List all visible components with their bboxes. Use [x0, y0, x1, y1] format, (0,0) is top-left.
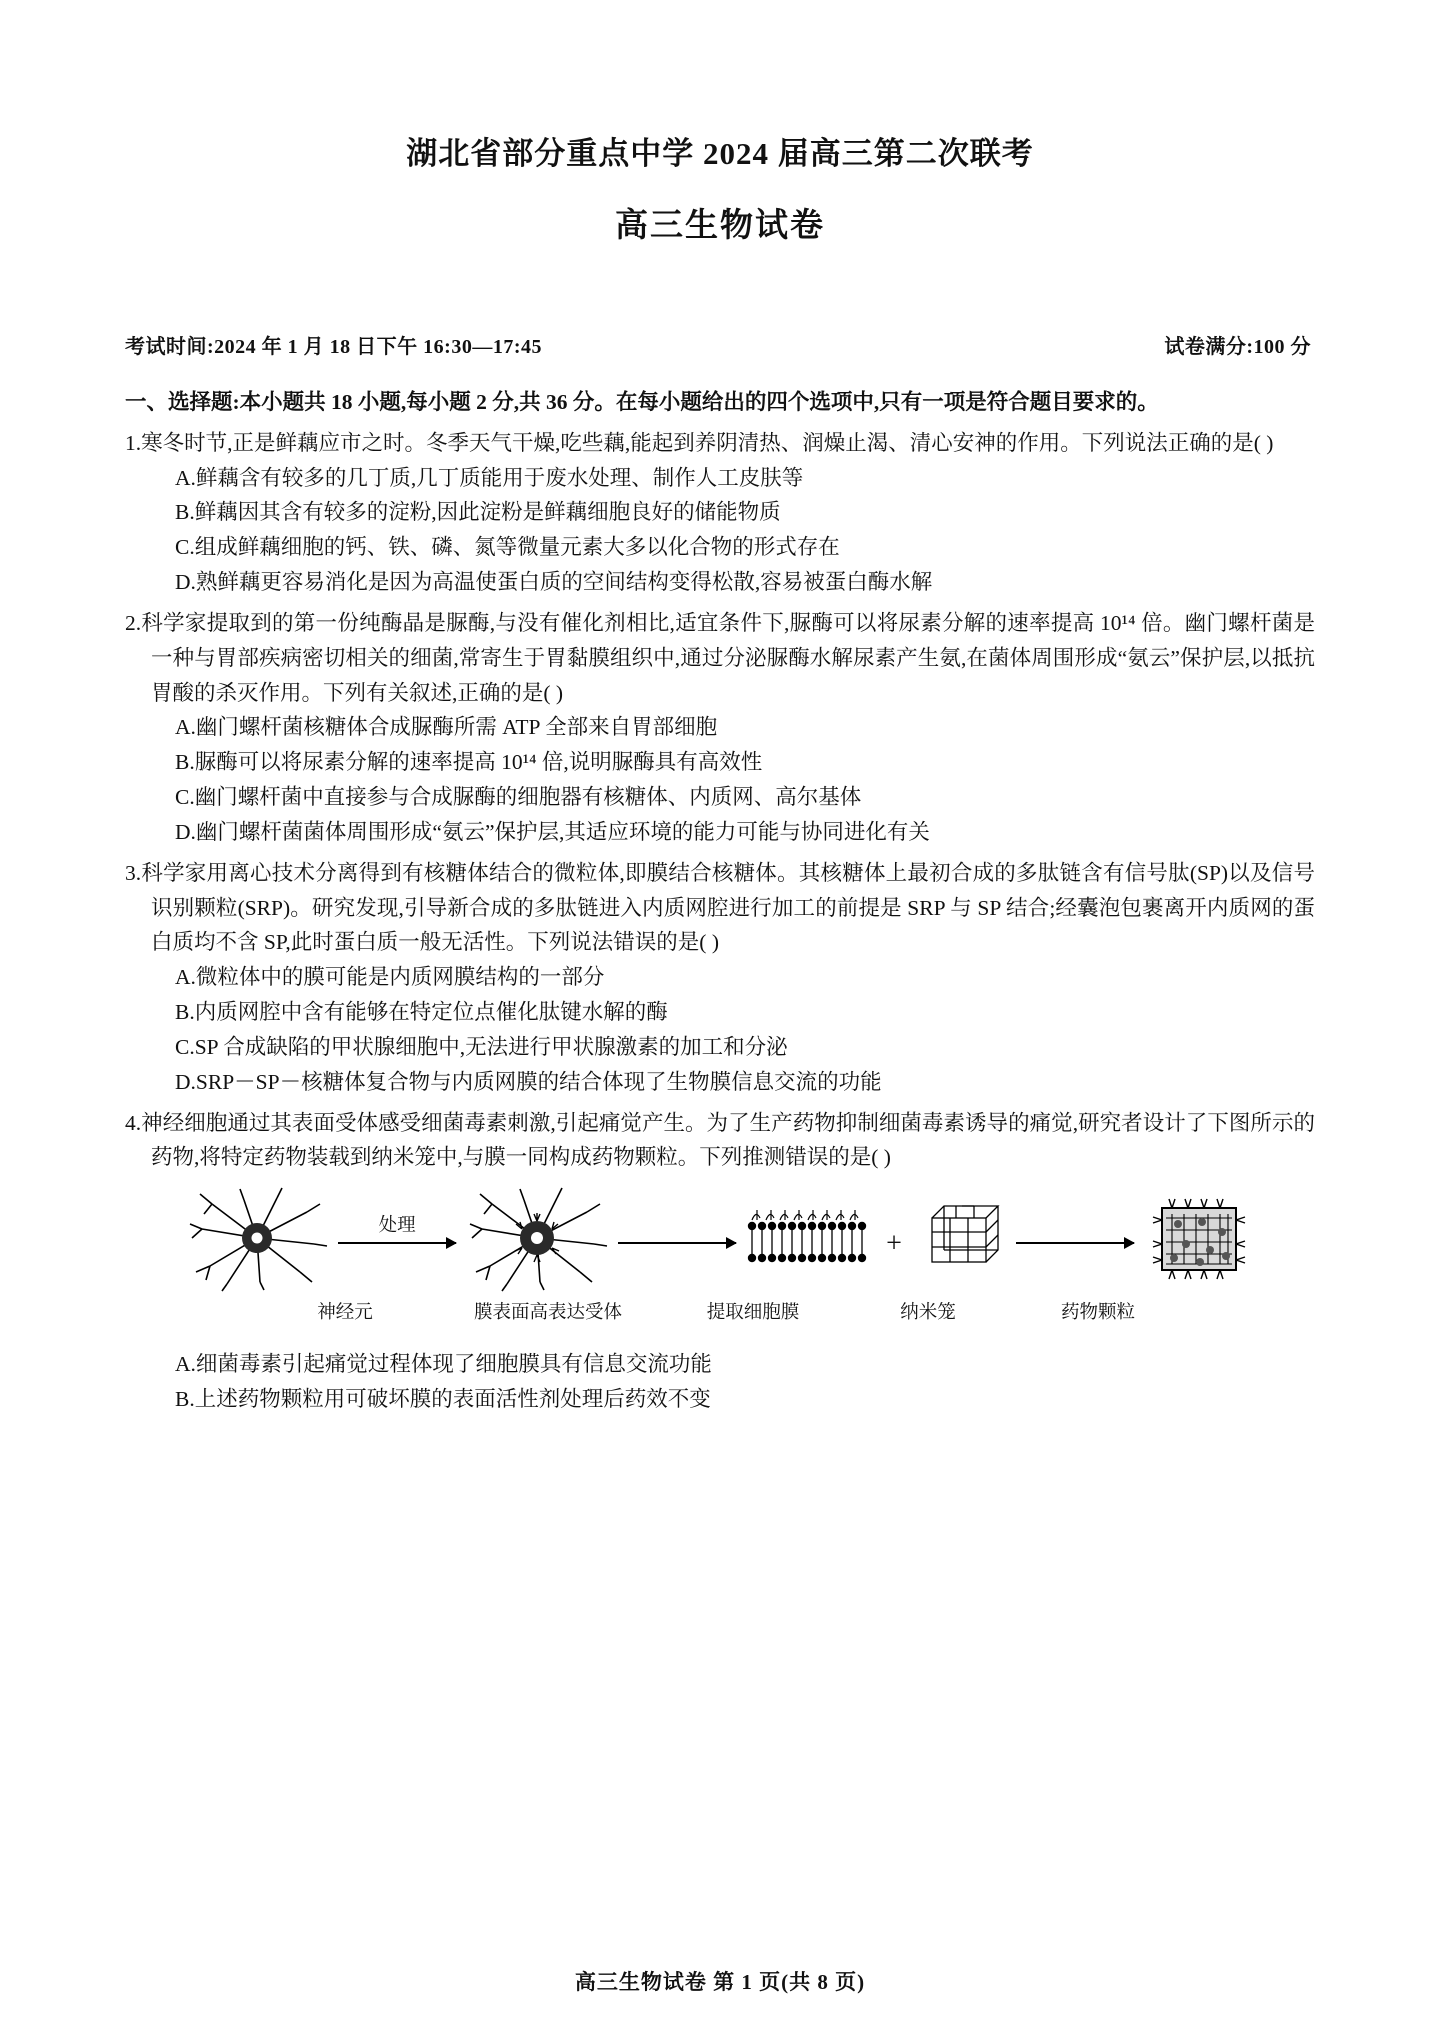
- figure-caption-drug-particle: 药物颗粒: [1060, 1303, 1135, 1324]
- question-4-option-b: B.上述药物颗粒用可破坏膜的表面活性剂处理后药效不变: [175, 1387, 711, 1412]
- figure-caption-membrane: 提取细胞膜: [706, 1303, 800, 1324]
- question-1-option-d: D.熟鲜藕更容易消化是因为高温使蛋白质的空间结构变得松散,容易被蛋白酶水解: [175, 570, 933, 595]
- page-title-paper: 高三生物试卷: [615, 208, 825, 244]
- receptor-neuron-icon: [462, 1184, 612, 1292]
- question-4-stem: [125, 1106, 1315, 1176]
- question-3-text: 科学家用离心技术分离得到有核糖体结合的微粒体,即膜结合核糖体。其核糖体上最初合成的多肽链含有信号肽(SP)以及信号识别颗粒(SRP)。研究发现,引导新合成的多肽链进入内质网腔进行加工的前提是 SRP 与 SP 结合;经囊泡包裹离开内质网的蛋白质均不含 SP,此时蛋白质一般无活性。下列说法错误的是( ): [141, 860, 1315, 955]
- figure-arrow-3: [1016, 1242, 1134, 1244]
- figure-caption-receptor: 膜表面高表达受体: [473, 1303, 622, 1324]
- question-1-option-c: C.组成鲜藕细胞的钙、铁、磷、氮等微量元素大多以化合物的形式存在: [175, 535, 840, 560]
- question-4: [125, 1106, 1315, 1417]
- question-2-option-d: D.幽门螺杆菌菌体周围形成“氨云”保护层,其适应环境的能力可能与协同进化有关: [175, 819, 930, 844]
- question-2-text: 科学家提取到的第一份纯酶晶是脲酶,与没有催化剂相比,适宜条件下,脲酶可以将尿素分解的速率提高 10¹⁴ 倍。幽门螺杆菌是一种与胃部疾病密切相关的细菌,常寄生于胃黏膜组织中,通过分泌脲酶水解尿素产生氨,在菌体周围形成“氨云”保护层,以抵抗胃酸的杀灭作用。下列有关叙述,正确的是( ): [141, 610, 1315, 705]
- figure-plus-sign: +: [886, 1227, 902, 1259]
- figure-membrane: [742, 1184, 874, 1303]
- question-1-option-a: A.鲜藕含有较多的几丁质,几丁质能用于废水处理、制作人工皮肤等: [175, 465, 804, 490]
- exam-meta: [125, 330, 1315, 359]
- figure-receptor-neuron: [462, 1184, 612, 1303]
- question-2-option-a: A.幽门螺杆菌核糖体合成脲酶所需 ATP 全部来自胃部细胞: [175, 715, 718, 740]
- question-2-option-c: C.幽门螺杆菌中直接参与合成脲酶的细胞器有核糖体、内质网、高尔基体: [175, 785, 862, 810]
- question-2-number: 2.: [125, 610, 142, 635]
- figure-caption-nanocage: 纳米笼: [900, 1303, 956, 1324]
- question-2-option-b: B.脲酶可以将尿素分解的速率提高 10¹⁴ 倍,说明脲酶具有高效性: [175, 750, 763, 775]
- question-1: [125, 426, 1315, 600]
- question-2: [125, 606, 1315, 850]
- exam-total-score: 试卷满分:100 分: [1164, 336, 1311, 358]
- figure-caption-neuron: 神经元: [317, 1303, 373, 1324]
- question-1-number: 1.: [125, 430, 142, 455]
- figure-drug-particle: [1140, 1184, 1258, 1303]
- question-3-option-b: B.内质网腔中含有能够在特定位点催化肽键水解的酶: [175, 1000, 668, 1025]
- question-3-number: 3.: [125, 860, 142, 885]
- question-1-text: 寒冬时节,正是鲜藕应市之时。冬季天气干燥,吃些藕,能起到养阴清热、润燥止渴、清心安神的作用。下列说法正确的是( ): [141, 430, 1274, 455]
- question-2-stem: [125, 606, 1315, 710]
- figure-arrow-1: [338, 1216, 456, 1244]
- page-footer: 高三生物试卷 第 1 页(共 8 页): [574, 1970, 866, 1994]
- question-3-stem: [125, 856, 1315, 960]
- question-3: [125, 856, 1315, 1100]
- cell-membrane-icon: [742, 1184, 874, 1292]
- question-3-option-a: A.微粒体中的膜可能是内质网膜结构的一部分: [175, 965, 605, 990]
- question-4-figure: [125, 1189, 1315, 1339]
- figure-captions: [125, 1299, 1315, 1329]
- figure-arrow-2: [618, 1242, 736, 1244]
- question-3-option-d: D.SRP－SP－核糖体复合物与内质网膜的结合体现了生物膜信息交流的功能: [175, 1069, 882, 1094]
- figure-neuron: [182, 1184, 332, 1303]
- question-3-option-c: C.SP 合成缺陷的甲状腺细胞中,无法进行甲状腺激素的加工和分泌: [175, 1034, 788, 1059]
- figure-arrow-label: 处理: [378, 1216, 416, 1237]
- question-1-option-b: B.鲜藕因其含有较多的淀粉,因此淀粉是鲜藕细胞良好的储能物质: [175, 500, 781, 525]
- nanocage-icon: [914, 1184, 1010, 1292]
- question-4-number: 4.: [125, 1110, 142, 1135]
- question-4-text: 神经细胞通过其表面受体感受细菌毒素刺激,引起痛觉产生。为了生产药物抑制细菌毒素诱导的痛觉,研究者设计了下图所示的药物,将特定药物装载到纳米笼中,与膜一同构成药物颗粒。下列推测错误的是( ): [141, 1110, 1315, 1170]
- page-title-school: 湖北省部分重点中学 2024 届高三第二次联考: [406, 136, 1034, 171]
- section-instruction: 一、选择题:本小题共 18 小题,每小题 2 分,共 36 分。在每小题给出的四个选项中,只有一项是符合题目要求的。: [125, 390, 1159, 414]
- neuron-icon: [182, 1184, 332, 1292]
- question-1-stem: [125, 426, 1315, 461]
- figure-nanocage: [914, 1184, 1010, 1303]
- exam-time: 考试时间:2024 年 1 月 18 日下午 16:30—17:45: [125, 336, 542, 358]
- question-4-option-a: A.细菌毒素引起痛觉过程体现了细胞膜具有信息交流功能: [175, 1352, 712, 1377]
- drug-particle-icon: [1140, 1184, 1258, 1292]
